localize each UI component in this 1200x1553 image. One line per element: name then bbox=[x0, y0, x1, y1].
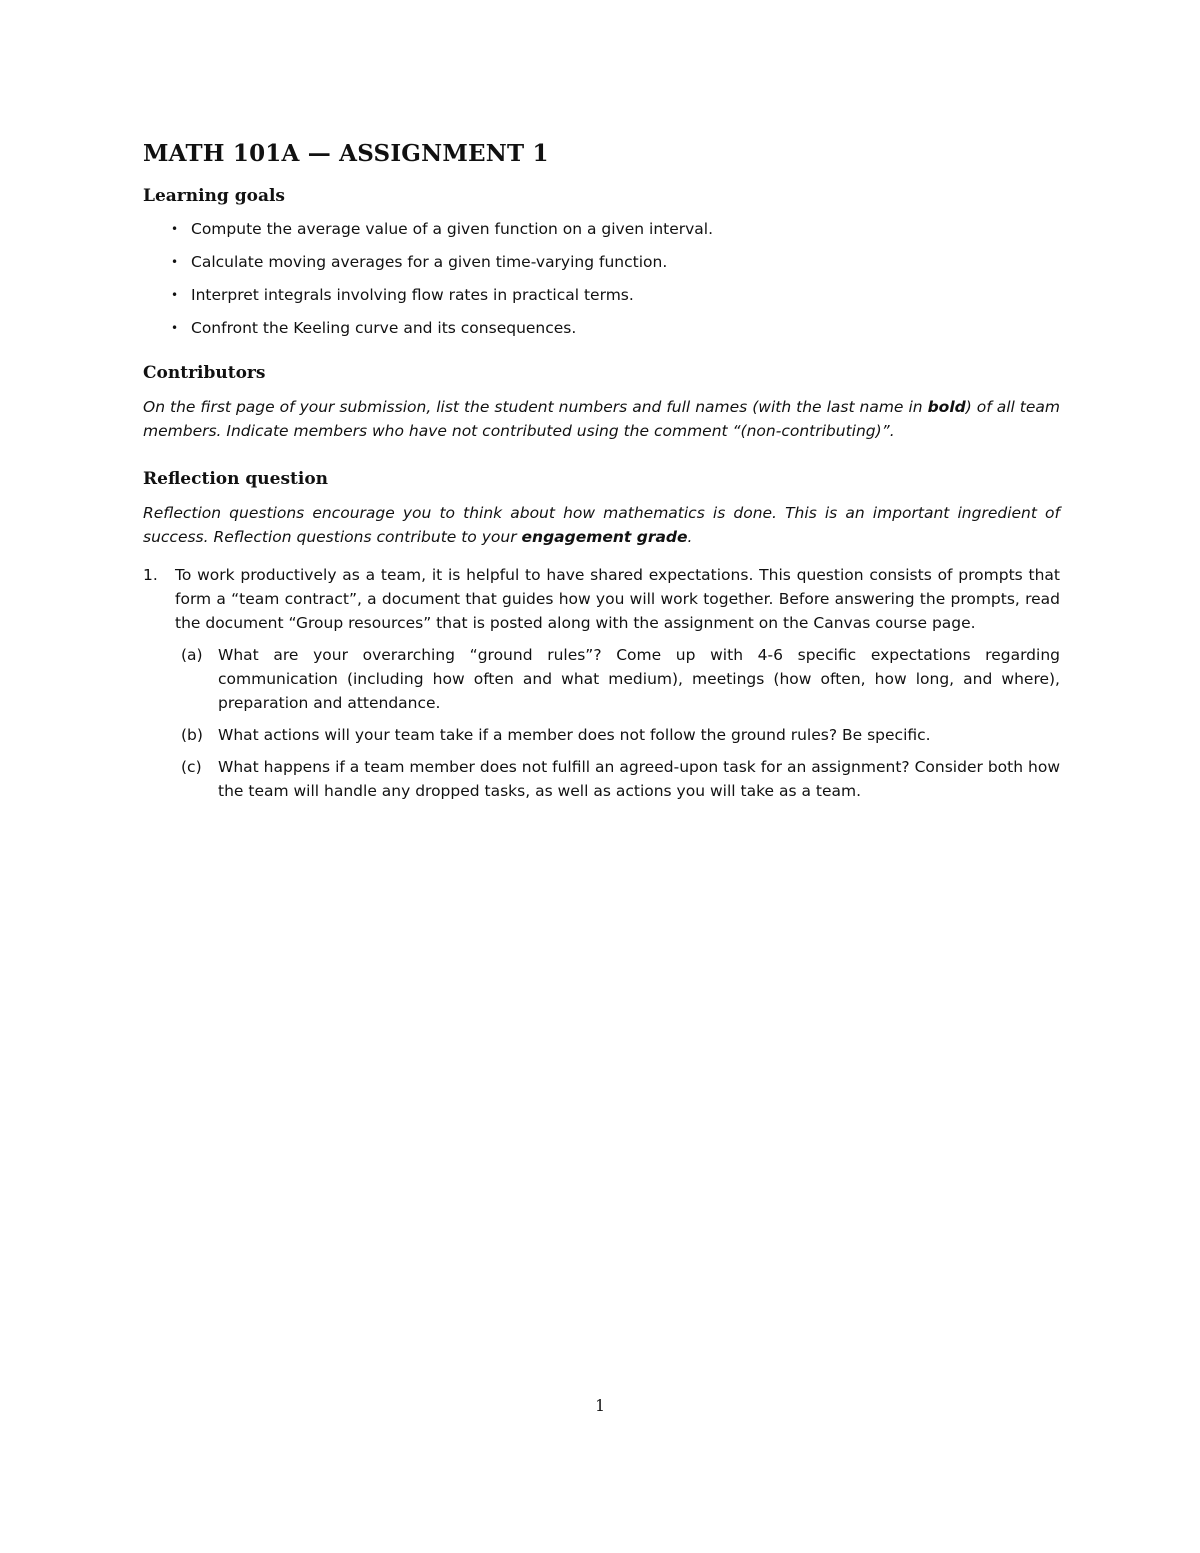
page-number: 1 bbox=[595, 1397, 605, 1415]
reflection-intro bbox=[143, 501, 1060, 549]
bullet-icon: • bbox=[171, 255, 179, 269]
contributors-text-bold: bold bbox=[927, 398, 966, 416]
contributors-heading: Contributors bbox=[143, 363, 266, 383]
bullet-icon: • bbox=[171, 222, 179, 236]
page-content bbox=[143, 138, 1060, 811]
learning-goals-heading: Learning goals bbox=[143, 186, 285, 206]
part-label: (b) bbox=[181, 726, 203, 744]
question-1 bbox=[143, 563, 1060, 635]
goal-text: Interpret integrals involving flow rates in practical terms. bbox=[191, 286, 634, 304]
question-part-c bbox=[175, 755, 1060, 803]
part-text: What actions will your team take if a member does not follow the ground rules? Be specific. bbox=[218, 726, 931, 744]
goal-text: Compute the average value of a given function on a given interval. bbox=[191, 220, 714, 238]
list-item bbox=[143, 251, 1060, 273]
list-item bbox=[143, 284, 1060, 306]
question-text: To work productively as a team, it is helpful to have shared expectations. This question consists of prompts that form a “team contract”, a document that guides how you will work together. Before answering the prompts, read the document “Group resources” that is posted along with the assignment on the Canvas course page. bbox=[175, 566, 1060, 632]
part-text: What happens if a team member does not fulfill an agreed-upon task for an assignment? Consider both how the team will handle any dropped tasks, as well as actions you will take as a team. bbox=[218, 758, 1060, 800]
reflection-heading: Reflection question bbox=[143, 469, 329, 489]
part-text: What are your overarching “ground rules”? Come up with 4-6 specific expectations regarding communication (including how often and what medium), meetings (how often, how long, and where), preparation and attendance. bbox=[218, 646, 1060, 712]
part-label: (c) bbox=[181, 758, 202, 776]
contributors-text-part1: On the first page of your submission, list the student numbers and full names (with the last name in bbox=[143, 398, 928, 416]
reflection-text-bold: engagement grade bbox=[521, 528, 688, 546]
learning-goals-list bbox=[143, 218, 1060, 339]
bullet-icon: • bbox=[171, 288, 179, 302]
contributors-text-part2: ) of all team members. Indicate members who have not contributed using the comment “(non-contributing)”. bbox=[143, 398, 1060, 440]
goal-text: Calculate moving averages for a given time-varying function. bbox=[191, 253, 668, 271]
question-number: 1. bbox=[143, 566, 158, 584]
part-label: (a) bbox=[181, 646, 203, 664]
goal-text: Confront the Keeling curve and its consequences. bbox=[191, 319, 577, 337]
contributors-instructions bbox=[143, 395, 1060, 443]
reflection-text-part2: . bbox=[687, 528, 693, 546]
list-item bbox=[143, 317, 1060, 339]
question-part-a bbox=[175, 643, 1060, 715]
reflection-text-part1: Reflection questions encourage you to think about how mathematics is done. This is an important ingredient of success. Reflection questions contribute to your bbox=[143, 504, 1060, 546]
question-part-b bbox=[175, 723, 1060, 747]
document-title: MATH 101A — ASSIGNMENT 1 bbox=[143, 140, 549, 167]
question-parts bbox=[143, 643, 1060, 803]
list-item bbox=[143, 218, 1060, 240]
bullet-icon: • bbox=[171, 321, 179, 335]
